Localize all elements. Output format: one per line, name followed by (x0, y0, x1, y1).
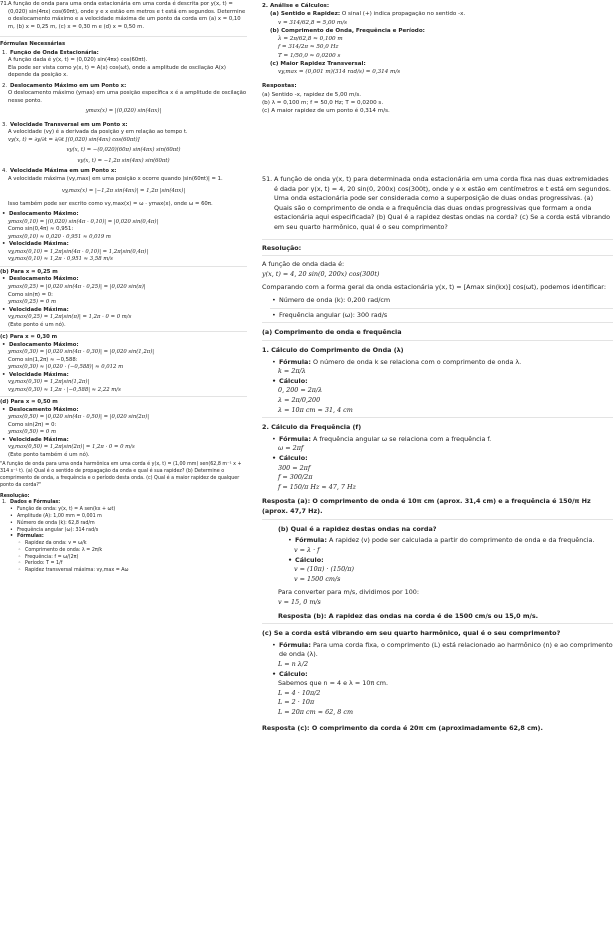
list-item: • Cálculo: (270, 670, 613, 680)
equation: ymax(0,50) = |0,020 sin(4π · 0,50)| = |0,020 sin(2π)| (8, 414, 149, 421)
list-item: (a) Sentido e Rapidez: O sinal (+) indica propagação no sentido -x. (270, 11, 466, 18)
answer: (c) A maior rapidez de um ponto é 0,314 m/s. (262, 108, 390, 115)
equation: T = 1/50,0 ≈ 0,0200 s (278, 52, 341, 59)
subsection-title: 1. Cálculo do Comprimento de Onda (λ) (262, 345, 404, 354)
divider (0, 36, 247, 37)
subsection-title: (a) Comprimento de onda e frequência (262, 328, 402, 337)
section-title: Resolução: (262, 243, 302, 252)
equation: vy,max(0,30) ≈ 1,2π · |−0,588| ≈ 2,22 m/s (8, 386, 121, 393)
section-title: 2. Análise e Cálculos: (262, 3, 330, 9)
question-text: "A função de onda para uma onda harmônica em uma corda é y(x, t) = (1,00 mm) sen(62,8 m⁻¹ x + 314 s⁻¹ t). (a) Qual é o sentido de propagação da onda e qual é sua rapidez? (b) Determine o comprimento de onda, a frequência e o período desta onda. (c) Qual é a maior rapidez de qualquer ponto da corda?" (0, 462, 242, 488)
divider (262, 417, 613, 418)
equation: ymax(0,30) ≈ |0,020 · (−0,588)| ≈ 0,012 m (8, 364, 124, 371)
equation: v = 1500 cm/s (294, 574, 341, 583)
answer: Resposta (c): O comprimento da corda é 20π cm (aproximadamente 62,8 cm). (262, 723, 543, 732)
list-item: ◦ Frequência: f = ω/(2π) (16, 555, 247, 562)
equation: λ = 10π cm ≈ 31, 4 cm (278, 405, 353, 414)
equation: vy,max(x) = |−1,2π sin(4πx)| = 1,2π |sin(4πx)| (61, 188, 186, 195)
divider (262, 322, 613, 323)
list-item: • Deslocamento Máximo: (0, 211, 247, 219)
text: A função de onda dada é: (262, 260, 345, 269)
equation: ymax(0,10) ≈ 0,020 · 0,951 ≈ 0,019 m (8, 233, 111, 240)
equation: vy,max(0,25) = 1,2π|sin(π)| = 1,2π · 0 = 0 m/s (8, 314, 132, 321)
list-item: • Fórmula: A frequência angular ω se relaciona com a frequência f. (270, 435, 613, 445)
text: (Este ponto é um nó). (8, 321, 66, 328)
equation: ω = 2πf (278, 444, 304, 453)
list-item: • Número de onda (k): 0,200 rad/cm (270, 296, 613, 306)
equation: λ = 2π/0,200 (278, 395, 321, 404)
text: Para converter para m/s, dividimos por 100: (278, 588, 419, 597)
equation: k = 2π/λ (278, 367, 306, 376)
question-71 (0, 1, 247, 31)
right-main-column (262, 167, 613, 934)
list-item: 3. Velocidade Transversal em um Ponto x: (2, 121, 128, 128)
left-column (0, 0, 247, 934)
list-item: (b) Comprimento de Onda, Frequência e Período: (270, 27, 425, 34)
list-item: • Velocidade Máxima: (0, 241, 247, 249)
divider (262, 239, 613, 240)
list-item: ◦ Período: T = 1/f (16, 561, 247, 568)
question-text: A função de onda y(x, t) para determinada onda estacionária em uma corda fixa nas duas extremidades é dada por y(x, t) = 4, 20 sin(0, 200x) cos(300t), onde y e x estão em centímetros e t está em segundos. Uma onda estacionária pode ser considerada como a superposição de duas ondas progressivas. (a) Quais são o comprimento de onda e a frequência das duas ondas progressivas que formam a onda estacionária aqui especificada? (b) Qual é a rapidez destas ondas na corda? (c) Se a corda está vibrando em seu quarto harmônico, qual é o seu comprimento? (274, 175, 611, 232)
list-item: ◦ Rapidez transversal máxima: vy,max = Aω (16, 568, 247, 575)
text: A função dada é y(x, t) = (0,020) sin(4πx) cos(60πt). (8, 57, 148, 64)
list-item: • Velocidade Máxima: (0, 437, 247, 445)
equation: ymax(0,50) = 0 m (8, 429, 56, 436)
question-number: 71. (0, 1, 9, 7)
list-item: • Amplitude (A): 1,00 mm = 0,001 m (8, 514, 247, 521)
list-item: • Cálculo: (270, 454, 613, 464)
equation: ymax(0,25) = 0 m (8, 299, 56, 306)
divider (0, 266, 247, 267)
equation: L = 20π cm ≈ 62, 8 cm (278, 708, 354, 717)
text: O deslocamento máximo (ymax) em uma posição específica x é a amplitude de oscilação nesse ponto. (8, 90, 247, 104)
equation: 0, 200 = 2π/λ (278, 386, 323, 395)
section-title: Resolução: (0, 493, 30, 499)
list-item: 4. Velocidade Máxima em um Ponto x: (2, 168, 117, 175)
equation: y(x, t) = 4, 20 sin(0, 200x) cos(300t) (262, 269, 380, 278)
equation: v = 15, 0 m/s (278, 597, 321, 606)
equation: vy,max(0,10) ≈ 1,2π · 0,951 ≈ 3,58 m/s (8, 256, 113, 263)
subsection-title: 2. Cálculo da Frequência (f) (262, 423, 362, 432)
list-item: • Deslocamento Máximo: (0, 276, 247, 284)
text: Sabemos que n = 4 e λ = 10π cm. (278, 679, 389, 688)
divider (270, 308, 613, 309)
list-item: • Função de onda: y(x, t) = A sen(kx + ωt) (8, 507, 247, 514)
answer: Resposta (b): A rapidez das ondas na corda é de 1500 cm/s ou 15,0 m/s. (278, 611, 539, 620)
equation: f = 150/π Hz ≈ 47, 7 Hz (278, 482, 356, 491)
text: Como sin(1,2π) ≈ −0,588: (8, 356, 78, 363)
answer: (b) λ = 0,100 m; f = 50,0 Hz; T = 0,0200 s. (262, 99, 384, 106)
equation: L = 4 · 10π/2 (278, 688, 321, 697)
list-item: • Fórmula: Para uma corda fixa, o comprimento (L) está relacionado ao harmônico (n) e ao comprimento de onda (λ). (270, 641, 613, 660)
equation: vy(x, t) = −(0,020)(60π) sin(4πx) sin(60πt) (66, 147, 181, 154)
equation: ymax(x) = |(0,020) sin(4πx)| (85, 108, 162, 115)
list-item: (c) Maior Rapidez Transversal: (270, 60, 366, 67)
equation: λ = 2π/62,8 ≈ 0,100 m (278, 36, 343, 43)
subsection-title: (c) Se a corda está vibrando em seu quarto harmônico, qual é o seu comprimento? (262, 629, 561, 638)
right-top-column (262, 0, 613, 165)
equation: f = 300/2π (278, 473, 313, 482)
equation: vy(x, t) = −1,2π sin(4πx) sin(60πt) (77, 157, 170, 164)
list-item: • Velocidade Máxima: (0, 307, 247, 315)
text: A velocidade máxima (vy,max) em uma posição x ocorre quando |sin(60πt)| = 1. (8, 175, 223, 182)
list-item: • Cálculo: (286, 556, 613, 566)
list-item: • Velocidade Máxima: (0, 372, 247, 380)
list-item: • Fórmula: O número de onda k se relaciona com o comprimento de onda λ. (270, 358, 613, 368)
list-item: ◦ Rapidez da onda: v = ω/k (16, 541, 247, 548)
text: Comparando com a forma geral da onda estacionária y(x, t) = [Amax sin(kx)] cos(ωt), podemos identificar: (262, 283, 606, 292)
section-title: Respostas: (262, 83, 297, 90)
list-item: • Frequência angular (ω): 300 rad/s (270, 311, 613, 321)
equation: f = 314/2π ≈ 50,0 Hz (278, 44, 339, 51)
answer: Resposta (a): O comprimento de onda é 10π cm (aprox. 31,4 cm) e a frequência é 150/π Hz (aprox. 47,7 Hz). (262, 497, 591, 516)
list-item: 1. Função de Onda Estacionária: (2, 49, 99, 56)
equation: L = n λ/2 (278, 659, 309, 668)
list-item: ◦ Comprimento de onda: λ = 2π/k (16, 548, 247, 555)
list-item: • Fórmulas: (8, 534, 247, 541)
question-text: A função de onda para uma onda estacionária em uma corda é descrita por y(x, t) = (0,020) sin(4πx) cos(60πt), onde y e x estão em metros e t está em segundos. Determine o deslocamento máximo e a velocidade máxima de um ponto da corda em (a) x = 0,10 m, (b) x = 0,25 m, (c) x = 0,30 m e (d) x = 0,50 m. (8, 1, 246, 30)
divider (262, 340, 613, 341)
list-item: 1. Dados e Fórmulas: (2, 500, 61, 506)
equation: 300 = 2πf (278, 463, 311, 472)
equation: vy,max(0,10) = 1,2π|sin(4π · 0,10)| = 1,2π|sin(0,4π)| (8, 248, 149, 255)
list-item: 2. Deslocamento Máximo em um Ponto x: (2, 82, 127, 89)
equation: vy,max(0,50) = 1,2π|sin(2π)| = 1,2π · 0 = 0 m/s (8, 444, 135, 451)
equation: ymax(0,25) = |0,020 sin(4π · 0,25)| = |0,020 sin(π)| (8, 283, 146, 290)
divider (262, 623, 613, 624)
text: (Este ponto também é um nó). (8, 451, 90, 458)
equation: vy,max = (0,001 m)(314 rad/s) = 0,314 m/s (278, 69, 401, 76)
equation: v = 314/62,8 = 5,00 m/s (278, 19, 347, 26)
subsection-title: (d) Para x = 0,50 m (0, 399, 58, 406)
section-title: Fórmulas Necessárias (0, 41, 66, 48)
subsection-title: (b) Para x = 0,25 m (0, 268, 58, 275)
answer: (a) Sentido -x, rapidez de 5,00 m/s. (262, 91, 362, 98)
text: Ela pode ser vista como y(x, t) = A(x) cos(ωt), onde a amplitude de oscilação A(x) depende da posição x. (8, 64, 226, 79)
text: Como sin(0,4π) ≈ 0,951: (8, 226, 74, 233)
equation: ymax(0,10) = |(0,020) sin(4π · 0,10)| = |0,020 sin(0,4π)| (8, 218, 159, 225)
divider (0, 331, 247, 332)
question-51 (262, 175, 613, 233)
equation: ymax(0,30) = |0,020 sin(4π · 0,30)| = |0,020 sin(1,2π)| (8, 349, 155, 356)
equation: vy,max(0,30) = 1,2π|sin(1,2π)| (8, 379, 90, 386)
subsection-title: (b) Qual é a rapidez destas ondas na corda? (278, 524, 437, 533)
list-item: • Deslocamento Máximo: (0, 342, 247, 350)
divider (0, 396, 247, 397)
list-item: • Fórmula: A rapidez (v) pode ser calculada a partir do comprimento de onda e da frequência. (286, 536, 613, 546)
divider (262, 519, 613, 520)
equation: v = (10π) · (150/π) (294, 565, 354, 574)
text: Isso também pode ser escrito como vy,max(x) = ω · ymax(x), onde ω = 60π. (8, 200, 213, 207)
subsection-title: (c) Para x = 0,30 m (0, 334, 58, 341)
divider (262, 255, 613, 256)
text: A velocidade (vy) é a derivada da posição y em relação ao tempo t. (8, 129, 188, 136)
list-item: • Deslocamento Máximo: (0, 407, 247, 415)
list-item: • Frequência angular (ω): 314 rad/s (8, 528, 247, 535)
equation: vy(x, t) = ∂y/∂t = ∂/∂t [(0,020) sin(4πx) cos(60πt)] (8, 136, 140, 143)
equation: v = λ · f (294, 545, 320, 554)
equation: L = 2 · 10π (278, 698, 315, 707)
question-number: 51. (262, 175, 273, 183)
text: Como sin(π) = 0: (8, 291, 53, 298)
text: Como sin(2π) = 0: (8, 421, 57, 428)
list-item: • Cálculo: (270, 377, 613, 387)
list-item: • Número de onda (k): 62,8 rad/m (8, 521, 247, 528)
